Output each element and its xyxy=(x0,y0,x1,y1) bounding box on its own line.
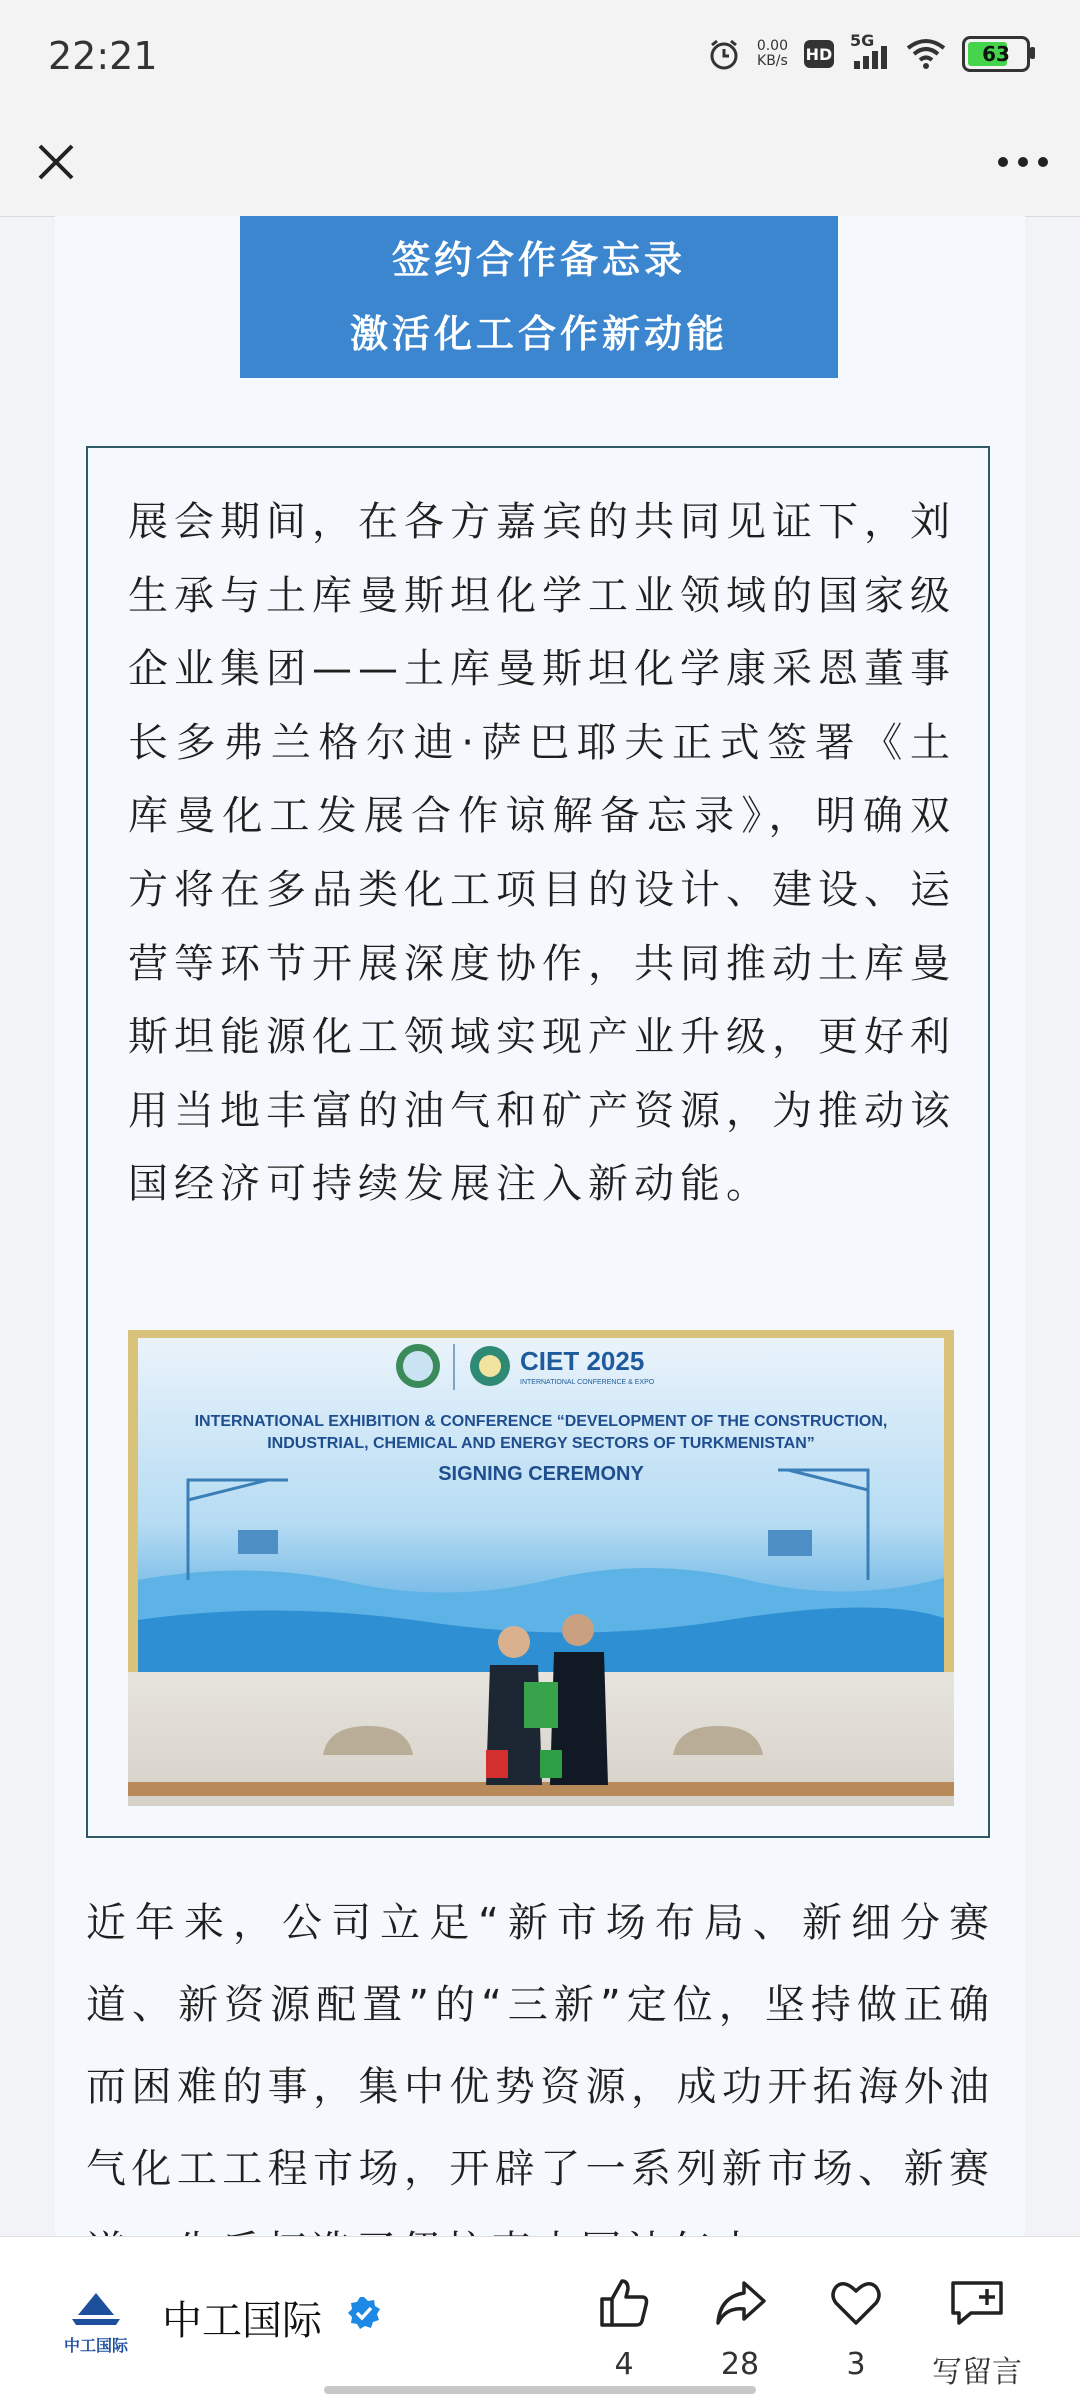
thumbs-up-icon xyxy=(596,2275,652,2331)
favorite-button[interactable] xyxy=(806,2273,906,2382)
section-title-box xyxy=(240,216,838,378)
hd-icon: HD xyxy=(804,40,834,68)
verified-icon xyxy=(346,2295,382,2331)
net-speed-unit: KB/s xyxy=(757,53,788,69)
share-count: 28 xyxy=(720,2347,760,2382)
heart-icon xyxy=(828,2275,884,2331)
battery-icon xyxy=(962,36,1030,72)
share-icon xyxy=(712,2275,768,2331)
banner-ceremony: SIGNING CEREMONY xyxy=(438,1463,644,1485)
network-type: 5G xyxy=(850,31,875,50)
framed-paragraph: 展会期间，在各方嘉宾的共同见证下，刘生承与土库曼斯坦化学工业领域的国家级企业集团——土库曼斯坦化学康采恩董事长多弗兰格尔迪·萨巴耶夫正式签署《土库曼化工发展合作谅解备忘录》，明确双方将在多品类化工项目的设计、建设、运营等环节开展深度协作，共同推动土库曼斯坦能源化工领域实现产业升级，更好利用当地丰富的油气和矿产资源，为推动该国经济可持续发展注入新动能。 xyxy=(128,499,956,1208)
close-button[interactable] xyxy=(26,132,86,192)
alarm-icon xyxy=(707,37,741,71)
bottom-action-bar xyxy=(0,2236,1080,2401)
battery-level: 63 xyxy=(982,42,1010,66)
write-comment-label: 写留言 xyxy=(932,2355,1022,2390)
signal-icon xyxy=(850,31,890,71)
favorite-count: 3 xyxy=(846,2347,866,2382)
more-button[interactable] xyxy=(988,132,1058,192)
top-navigation-bar xyxy=(0,110,1080,217)
write-comment-button[interactable] xyxy=(922,2273,1032,2391)
signing-ceremony-photo[interactable] xyxy=(128,1330,954,1806)
status-icons xyxy=(707,31,1030,72)
comment-add-icon xyxy=(947,2275,1007,2331)
wifi-icon xyxy=(906,38,946,70)
close-icon xyxy=(36,142,76,182)
banner-logo: CIET 2025 xyxy=(520,1346,645,1376)
status-bar xyxy=(0,0,1080,110)
like-count: 4 xyxy=(614,2347,634,2382)
account-name[interactable]: 中工国际 xyxy=(162,2298,322,2344)
banner-line1: INTERNATIONAL EXHIBITION & CONFERENCE “DEVELOPMENT OF THE CONSTRUCTION, xyxy=(194,1413,888,1430)
framed-section xyxy=(86,446,990,1838)
section-title-line2: 激活化工合作新动能 xyxy=(349,312,728,356)
net-speed xyxy=(757,39,788,69)
logo-text: 中工国际 xyxy=(63,2336,128,2355)
banner-logo-sub: INTERNATIONAL CONFERENCE & EXPO xyxy=(520,1379,655,1386)
banner-line2: INDUSTRIAL, CHEMICAL AND ENERGY SECTORS OF TURKMENISTAN” xyxy=(267,1435,815,1452)
like-button[interactable] xyxy=(574,2273,674,2382)
more-icon xyxy=(997,156,1049,168)
status-time: 22:21 xyxy=(48,34,158,78)
body-paragraph: 近年来，公司立足“新市场布局、新细分赛道、新资源配置”的“三新”定位，坚持做正确而困难的事，集中优势资源，成功开拓海外油气化工工程市场，开辟了一系列新市场、新赛 xyxy=(86,1900,994,2192)
net-speed-value: 0.00 xyxy=(756,38,788,54)
gesture-bar[interactable] xyxy=(324,2386,756,2394)
section-title-line1: 签约合作备忘录 xyxy=(391,238,686,282)
share-button[interactable] xyxy=(690,2273,790,2382)
